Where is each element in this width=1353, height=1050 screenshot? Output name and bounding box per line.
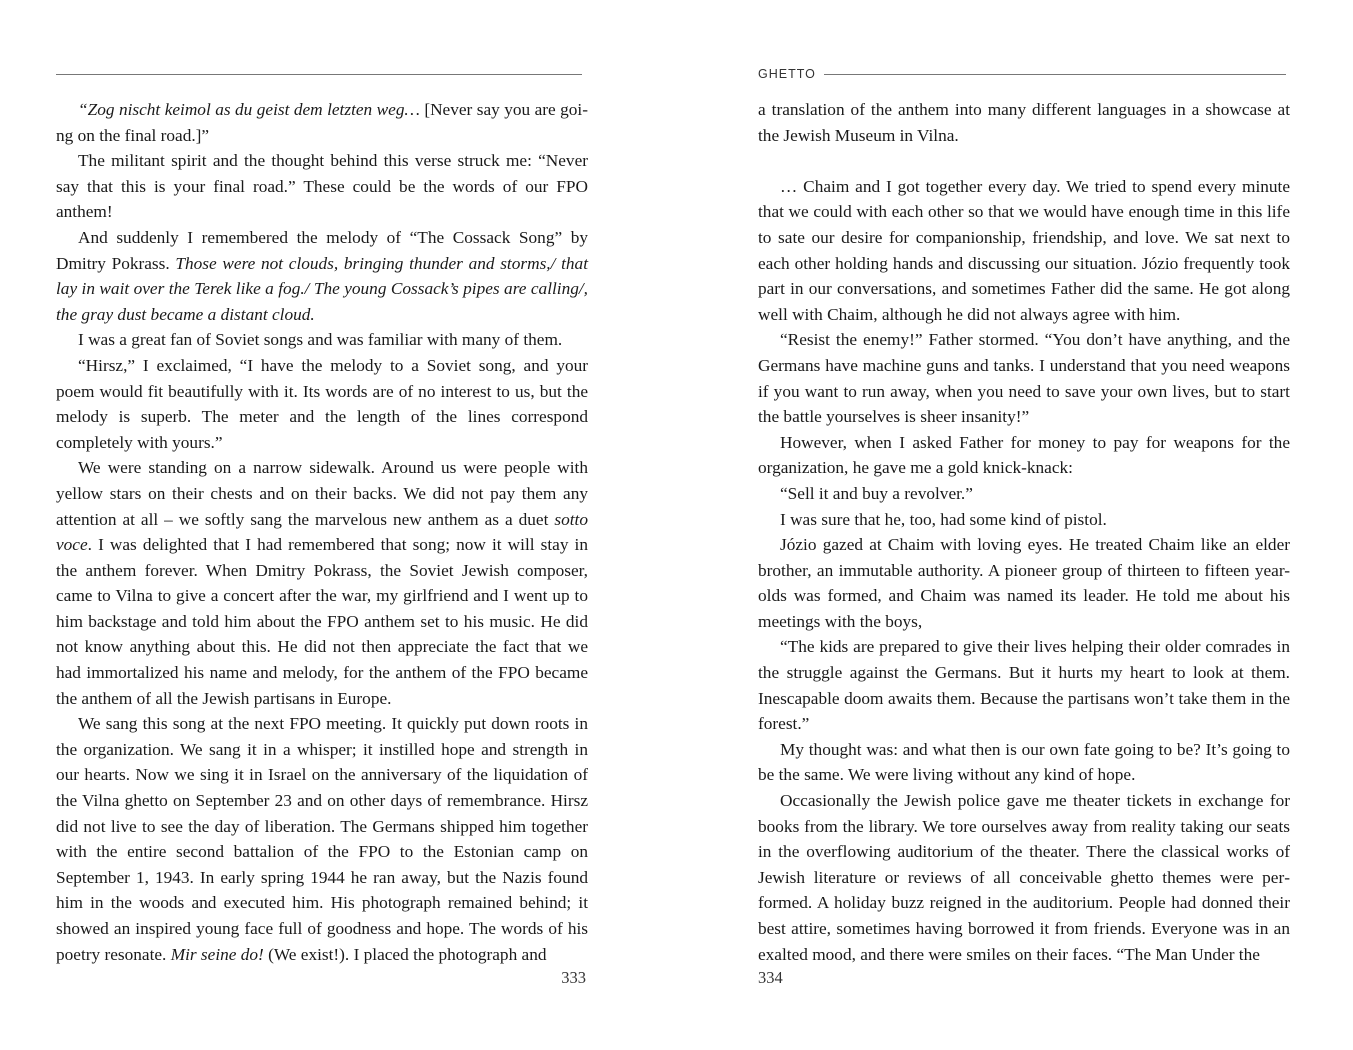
text-run: Occasionally the Jewish police gave me theater tickets in exchange for books from the library. We tore ourselves away from reality taking our seats in the overflowing auditorium of the theater. There the classical works of Jewish literature or reviews of all conceivable ghetto themes were performed. A holiday buzz reigned in the auditorium. People had donned their best attire, sometimes having borrowed it from friends. Everyone was in an exalted mood, and there were smiles on their faces. “The Man Under the: [758, 791, 1290, 964]
text-run: I was a great fan of Soviet songs and was familiar with many of them.: [78, 330, 563, 350]
text-run: “Resist the enemy!” Father stormed. “You don’t have anything, and the Germans have machine guns and tanks. I understand that you need weapons if you want to run away, when you need to save your own lives, but to start the battle yourselves is sheer insanity!”: [758, 330, 1290, 427]
paragraph: [56, 711, 588, 967]
text-run: “Hirsz,” I exclaimed, “I have the melody to a Soviet song, and your poem would fit beautifully with it. Its words are of no interest to us, but the melody is superb. The meter and the length of the lines correspond completely with yours.”: [56, 355, 588, 452]
page-number: 333: [561, 968, 586, 987]
paragraph: [758, 634, 1290, 736]
text-run: . I was delighted that I had remembered that song; now it will stay in the anthem forever. When Dmitry Pokrass, the Soviet Jewish composer, came to Vilna to give a concert after the war, my girlfriend and I went up to him backstage and told him about the FPO anthem set to his music. He did not know anything about this. He did not then appreciate the fact that we had immortalized his name and melody, for the anthem of the FPO became the anthem of all the Jewish partisans in Europe.: [56, 535, 588, 708]
text-run: The militant spirit and the thought behind this verse struck me: “Never say that this is your final road.” These could be the words of our FPO anthem!: [56, 151, 588, 222]
right-page-body: [758, 97, 1290, 967]
italic-text: Those were not clouds, bringing thunder and storms,/ that lay in wait over the Terek like a fog./ The young Cossack’s pipes are calling/, the gray dust became a distant cloud.: [56, 253, 588, 324]
paragraph: [758, 481, 1290, 507]
text-run: [Never say you are going on the final road.]”: [56, 100, 588, 145]
header-rule: [824, 74, 1286, 75]
paragraph: [758, 532, 1290, 634]
text-run: (We exist!). I placed the photograph and: [263, 944, 547, 964]
text-run: We were standing on a narrow sidewalk. Around us were people with yellow stars on their chests and on their backs. We did not pay them any attention at all – we softly sang the marvelous new anthem as a duet: [56, 458, 588, 529]
page-number: 334: [758, 968, 783, 987]
right-page: [758, 0, 1290, 1050]
paragraph: [758, 327, 1290, 429]
paragraph: [758, 174, 1290, 328]
text-run: a translation of the anthem into many different languages in a showcase at the Jewish Museum in Vilna.: [758, 100, 1290, 145]
left-page-body: [56, 97, 588, 967]
italic-text: sotto voce: [56, 509, 588, 555]
paragraph: [758, 737, 1290, 788]
paragraph: [758, 507, 1290, 533]
paragraph: [56, 455, 588, 711]
text-run: “The kids are prepared to give their lives helping their older comrades in the struggle against the Germans. But it hurts my heart to look at them. Inescapable doom awaits them. Because the partisans won’t take them in the forest.”: [758, 637, 1290, 734]
left-page: [56, 0, 588, 1050]
italic-text: “Zog nischt keimol as du geist dem letzten weg…: [78, 100, 425, 119]
paragraph: [56, 327, 588, 353]
header-rule: [56, 74, 582, 75]
paragraph: [758, 430, 1290, 481]
running-head-title: GHETTO: [758, 67, 816, 81]
text-run: Józio gazed at Chaim with loving eyes. He treated Chaim like an elder brother, an immutable authority. A pioneer group of thirteen to fifteen year-olds was formed, and Chaim was named its leader. He told me about his meetings with the boys,: [758, 535, 1290, 631]
paragraph: [758, 788, 1290, 967]
text-run: However, when I asked Father for money to pay for weapons for the organization, he gave me a gold knick-knack:: [758, 432, 1290, 478]
paragraph: [56, 225, 588, 327]
text-run: … Chaim and I got together every day. We tried to spend every minute that we could with each other so that we would have enough time in this life to sate our desire for companionship, friendship, and love. We sat next to each other holding hands and discussing our situation. Józio frequently took part in our conversations, and sometimes Father did the same. He got along well with Chaim, although he did not always agree with him.: [758, 176, 1290, 324]
text-run: “Sell it and buy a revolver.”: [780, 483, 973, 503]
paragraph: [56, 148, 588, 225]
text-run: And suddenly I remembered the melody of “The Cossack Song” by Dmitry Pokrass.: [56, 227, 588, 273]
paragraph: [56, 97, 588, 148]
text-run: I was sure that he, too, had some kind of pistol.: [780, 509, 1107, 529]
paragraph: [56, 353, 588, 455]
italic-text: Mir seine do!: [170, 944, 264, 964]
running-header: [758, 64, 1286, 84]
text-run: My thought was: and what then is our own fate going to be? It’s going to be the same. We were living without any kind of hope.: [758, 739, 1290, 785]
text-run: We sang this song at the next FPO meeting. It quickly put down roots in the organization. We sang it in a whisper; it instilled hope and strength in our hearts. Now we sing it in Israel on the anniversary of the liquidation of the Vilna ghetto on September 23 and on other days of remembrance. Hirsz did not live to see the day of liberation. The Germans shipped him together with the entire second battalion of the FPO to the Estonian camp on September 1, 1943. In early spring 1944 he ran away, but the Nazis found him in the woods and executed him. His photograph remained behind; it showed an inspired young face full of goodness and hope. The words of his poetry resonate.: [56, 714, 588, 964]
paragraph: [758, 97, 1290, 148]
